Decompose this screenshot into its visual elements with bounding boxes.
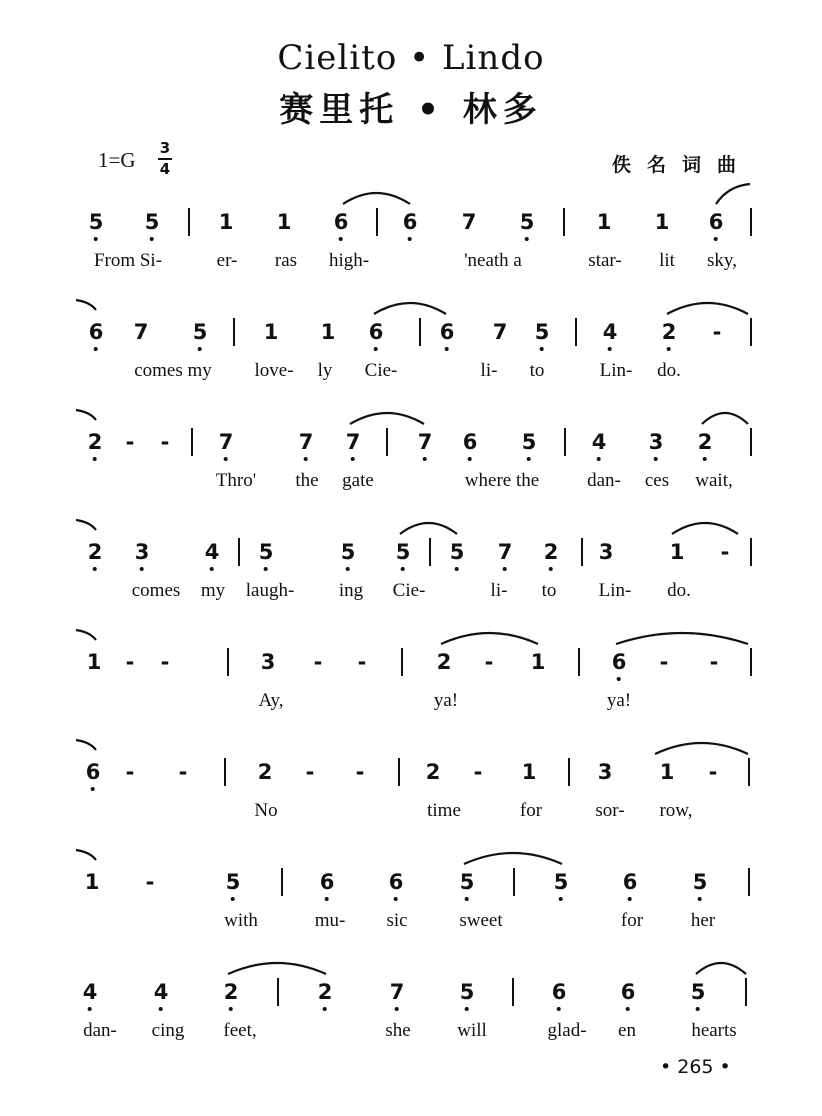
- note: 6: [402, 210, 418, 234]
- note: 1: [659, 760, 675, 784]
- lyric-syllable: sweet: [459, 910, 503, 931]
- note: 2: [87, 540, 103, 564]
- note: 3: [597, 760, 613, 784]
- slur-layer: [0, 430, 822, 470]
- note: 6: [439, 320, 455, 344]
- score-system: [0, 210, 822, 310]
- lyric-syllable: hearts: [691, 1020, 737, 1041]
- lyric-syllable: sor-: [595, 800, 625, 821]
- note: 6: [88, 320, 104, 344]
- lyric-syllable: Ay,: [258, 690, 284, 711]
- sustain-dash: -: [473, 760, 483, 784]
- lyric-syllable: Cie-: [392, 580, 426, 601]
- song-title-chinese: 赛里托 • 林多: [279, 90, 543, 130]
- note: 1: [263, 320, 279, 344]
- note: 5: [340, 540, 356, 564]
- time-signature: [158, 140, 172, 178]
- slur-layer: [0, 760, 822, 800]
- note: 1: [320, 320, 336, 344]
- lyric-syllable: li-: [490, 580, 508, 601]
- note: 1: [276, 210, 292, 234]
- note: 7: [345, 430, 361, 454]
- slur-layer: [0, 320, 822, 360]
- note: 1: [654, 210, 670, 234]
- lyric-syllable: er-: [216, 250, 238, 271]
- note: 4: [82, 980, 98, 1004]
- sustain-dash: -: [357, 650, 367, 674]
- sustain-dash: -: [313, 650, 323, 674]
- note: 6: [462, 430, 478, 454]
- lyric-syllable: Cie-: [364, 360, 398, 381]
- sustain-dash: -: [145, 870, 155, 894]
- lyric-syllable: to: [529, 360, 545, 381]
- slur: [343, 193, 410, 204]
- tie: [716, 184, 750, 204]
- note: 7: [492, 320, 508, 344]
- song-title: Cielito • Lindo: [277, 38, 545, 78]
- note: 5: [192, 320, 208, 344]
- note: 4: [204, 540, 220, 564]
- sustain-dash: -: [659, 650, 669, 674]
- note: 2: [223, 980, 239, 1004]
- note: 3: [598, 540, 614, 564]
- lyric-syllable: Lin-: [598, 580, 632, 601]
- note: 2: [661, 320, 677, 344]
- lyric-syllable: gate: [342, 470, 374, 491]
- note: 7: [218, 430, 234, 454]
- note: 6: [622, 870, 638, 894]
- lyric-syllable: From Si-: [93, 250, 163, 271]
- note: 5: [519, 210, 535, 234]
- score-system: [0, 320, 822, 420]
- lyric-syllable: will: [457, 1020, 487, 1041]
- lyric-syllable: do.: [657, 360, 681, 381]
- sustain-dash: -: [178, 760, 188, 784]
- lyric-syllable: ing: [338, 580, 364, 601]
- sustain-dash: -: [160, 430, 170, 454]
- note: 1: [521, 760, 537, 784]
- note: 7: [389, 980, 405, 1004]
- score-system: [0, 650, 822, 750]
- note: 5: [449, 540, 465, 564]
- note: 1: [84, 870, 100, 894]
- sustain-dash: -: [125, 760, 135, 784]
- lyric-syllable: laugh-: [245, 580, 295, 601]
- lyric-syllable: time: [427, 800, 461, 821]
- note: 2: [257, 760, 273, 784]
- note: 7: [417, 430, 433, 454]
- lyric-syllable: cing: [151, 1020, 185, 1041]
- note: 4: [602, 320, 618, 344]
- lyric-syllable: li-: [480, 360, 498, 381]
- sustain-dash: -: [720, 540, 730, 564]
- note: 5: [459, 870, 475, 894]
- lyric-syllable: mu-: [314, 910, 346, 931]
- lyric-syllable: dan-: [83, 1020, 117, 1041]
- note: 6: [551, 980, 567, 1004]
- lyric-syllable: where the: [464, 470, 540, 491]
- lyric-syllable: ras: [274, 250, 298, 271]
- note: 3: [134, 540, 150, 564]
- note: 2: [87, 430, 103, 454]
- sustain-dash: -: [305, 760, 315, 784]
- lyric-syllable: feet,: [223, 1020, 257, 1041]
- lyric-syllable: her: [690, 910, 716, 931]
- lyric-syllable: do.: [667, 580, 691, 601]
- lyric-syllable: en: [618, 1020, 636, 1041]
- score-system: [0, 430, 822, 530]
- lyric-syllable: No: [254, 800, 278, 821]
- note: 5: [88, 210, 104, 234]
- time-top: 3: [159, 139, 171, 157]
- note: 5: [459, 980, 475, 1004]
- lyric-syllable: comes my: [134, 360, 212, 381]
- lyric-syllable: for: [519, 800, 543, 821]
- lyric-syllable: sky,: [707, 250, 737, 271]
- lyric-syllable: 'neath a: [464, 250, 522, 271]
- lyric-syllable: my: [200, 580, 226, 601]
- page-number: • 265 •: [660, 1056, 731, 1078]
- lyric-syllable: Lin-: [599, 360, 633, 381]
- sustain-dash: -: [484, 650, 494, 674]
- note: 3: [648, 430, 664, 454]
- time-bottom: 4: [159, 159, 171, 178]
- lyric-syllable: high-: [328, 250, 370, 271]
- note: 1: [218, 210, 234, 234]
- score-system: [0, 540, 822, 640]
- sustain-dash: -: [125, 650, 135, 674]
- note: 5: [144, 210, 160, 234]
- lyric-syllable: star-: [588, 250, 622, 271]
- credit-label: 佚名词曲: [612, 154, 753, 176]
- note: 6: [85, 760, 101, 784]
- lyric-syllable: she: [385, 1020, 411, 1041]
- note: 1: [596, 210, 612, 234]
- note: 2: [425, 760, 441, 784]
- note: 5: [553, 870, 569, 894]
- slur-layer: [0, 540, 822, 580]
- note: 2: [543, 540, 559, 564]
- note: 1: [530, 650, 546, 674]
- score-system: [0, 870, 822, 970]
- sustain-dash: -: [160, 650, 170, 674]
- note: 1: [86, 650, 102, 674]
- note: 3: [260, 650, 276, 674]
- lyric-syllable: ya!: [433, 690, 459, 711]
- note: 1: [669, 540, 685, 564]
- lyric-syllable: the: [295, 470, 319, 491]
- lyric-syllable: glad-: [547, 1020, 587, 1041]
- note: 7: [461, 210, 477, 234]
- lyric-syllable: love-: [254, 360, 294, 381]
- lyric-syllable: with: [224, 910, 258, 931]
- note: 6: [333, 210, 349, 234]
- note: 6: [611, 650, 627, 674]
- sustain-dash: -: [712, 320, 722, 344]
- sustain-dash: -: [709, 650, 719, 674]
- note: 4: [153, 980, 169, 1004]
- score-system: [0, 760, 822, 860]
- lyric-syllable: ly: [317, 360, 333, 381]
- lyric-syllable: Thro': [215, 470, 257, 491]
- note: 5: [521, 430, 537, 454]
- note: 5: [395, 540, 411, 564]
- note: 6: [620, 980, 636, 1004]
- lyric-syllable: sic: [386, 910, 408, 931]
- lyric-syllable: wait,: [695, 470, 733, 491]
- note: 6: [319, 870, 335, 894]
- note: 7: [133, 320, 149, 344]
- lyric-syllable: ces: [644, 470, 670, 491]
- slur-layer: [0, 650, 822, 690]
- sustain-dash: -: [355, 760, 365, 784]
- slur-layer: [0, 980, 822, 1020]
- note: 7: [497, 540, 513, 564]
- note: 2: [697, 430, 713, 454]
- note: 5: [692, 870, 708, 894]
- note: 5: [534, 320, 550, 344]
- sustain-dash: -: [708, 760, 718, 784]
- note: 5: [225, 870, 241, 894]
- key-label: 1=G: [98, 148, 136, 172]
- note: 2: [436, 650, 452, 674]
- note: 5: [690, 980, 706, 1004]
- note: 6: [708, 210, 724, 234]
- lyric-syllable: dan-: [587, 470, 621, 491]
- slur-layer: [0, 870, 822, 910]
- note: 6: [368, 320, 384, 344]
- note: 6: [388, 870, 404, 894]
- note: 7: [298, 430, 314, 454]
- lyric-syllable: comes: [131, 580, 181, 601]
- lyric-syllable: row,: [659, 800, 693, 821]
- sustain-dash: -: [125, 430, 135, 454]
- slur-layer: [0, 210, 822, 250]
- lyric-syllable: for: [620, 910, 644, 931]
- note: 4: [591, 430, 607, 454]
- lyric-syllable: lit: [659, 250, 675, 271]
- lyric-syllable: ya!: [606, 690, 632, 711]
- note: 2: [317, 980, 333, 1004]
- lyric-syllable: to: [541, 580, 557, 601]
- note: 5: [258, 540, 274, 564]
